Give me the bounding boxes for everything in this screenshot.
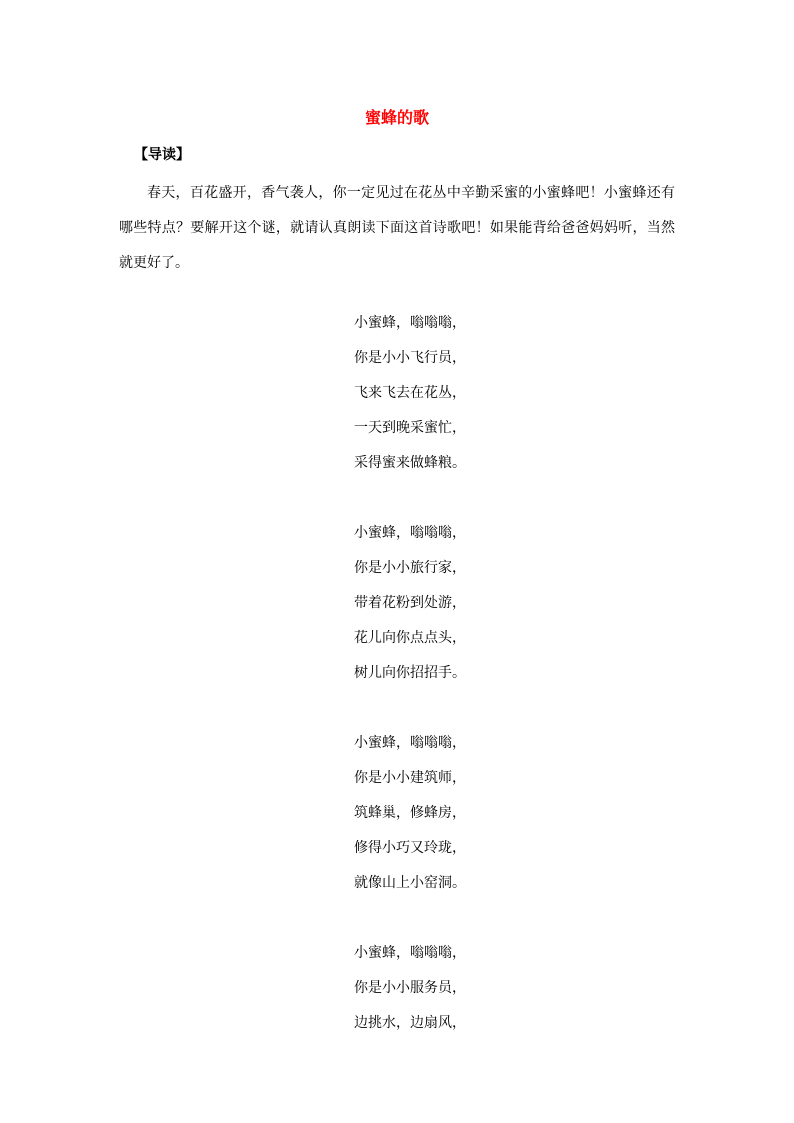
poem-line: 花儿向你点点头， bbox=[354, 630, 466, 646]
poem-line: 小蜜蜂，嗡嗡嗡， bbox=[354, 525, 466, 541]
poem-line: 树儿向你招招手。 bbox=[354, 665, 466, 681]
poem-line: 小蜜蜂，嗡嗡嗡， bbox=[354, 945, 466, 961]
poem-line: 边挑水，边扇风， bbox=[354, 1015, 466, 1031]
document-title: 蜜蜂的歌 bbox=[364, 108, 429, 127]
poem-line: 你是小小服务员， bbox=[354, 980, 466, 996]
poem-line: 你是小小建筑师， bbox=[354, 770, 466, 786]
poem-line: 你是小小旅行家， bbox=[354, 560, 466, 576]
poem-stanza-3 bbox=[354, 729, 554, 904]
poem-line: 采得蜜来做蜂粮。 bbox=[354, 455, 466, 471]
poem-line: 筑蜂巢，修蜂房， bbox=[354, 805, 466, 821]
poem-line: 一天到晚采蜜忙， bbox=[354, 420, 466, 436]
poem-line: 小蜜蜂，嗡嗡嗡， bbox=[354, 735, 466, 751]
poem bbox=[354, 309, 554, 1079]
intro-heading: 【导读】 bbox=[134, 147, 190, 163]
poem-line: 带着花粉到处游， bbox=[354, 595, 466, 611]
intro-paragraph: 春天，百花盛开，香气袭人，你一定见过在花丛中辛勤采蜜的小蜜蜂吧！小蜜蜂还有哪些特点？要解开这个谜，就请认真朗读下面这首诗歌吧！如果能背给爸爸妈妈听，当然就更好了。 bbox=[119, 185, 675, 271]
poem-line: 修得小巧又玲珑， bbox=[354, 840, 466, 856]
poem-line: 小蜜蜂，嗡嗡嗡， bbox=[354, 315, 466, 331]
poem-line: 你是小小飞行员， bbox=[354, 350, 466, 366]
poem-stanza-1 bbox=[354, 309, 554, 484]
poem-line: 飞来飞去在花丛， bbox=[354, 385, 466, 401]
poem-line: 就像山上小窑洞。 bbox=[354, 875, 466, 891]
poem-stanza-4 bbox=[354, 939, 554, 1044]
poem-stanza-2 bbox=[354, 519, 554, 694]
